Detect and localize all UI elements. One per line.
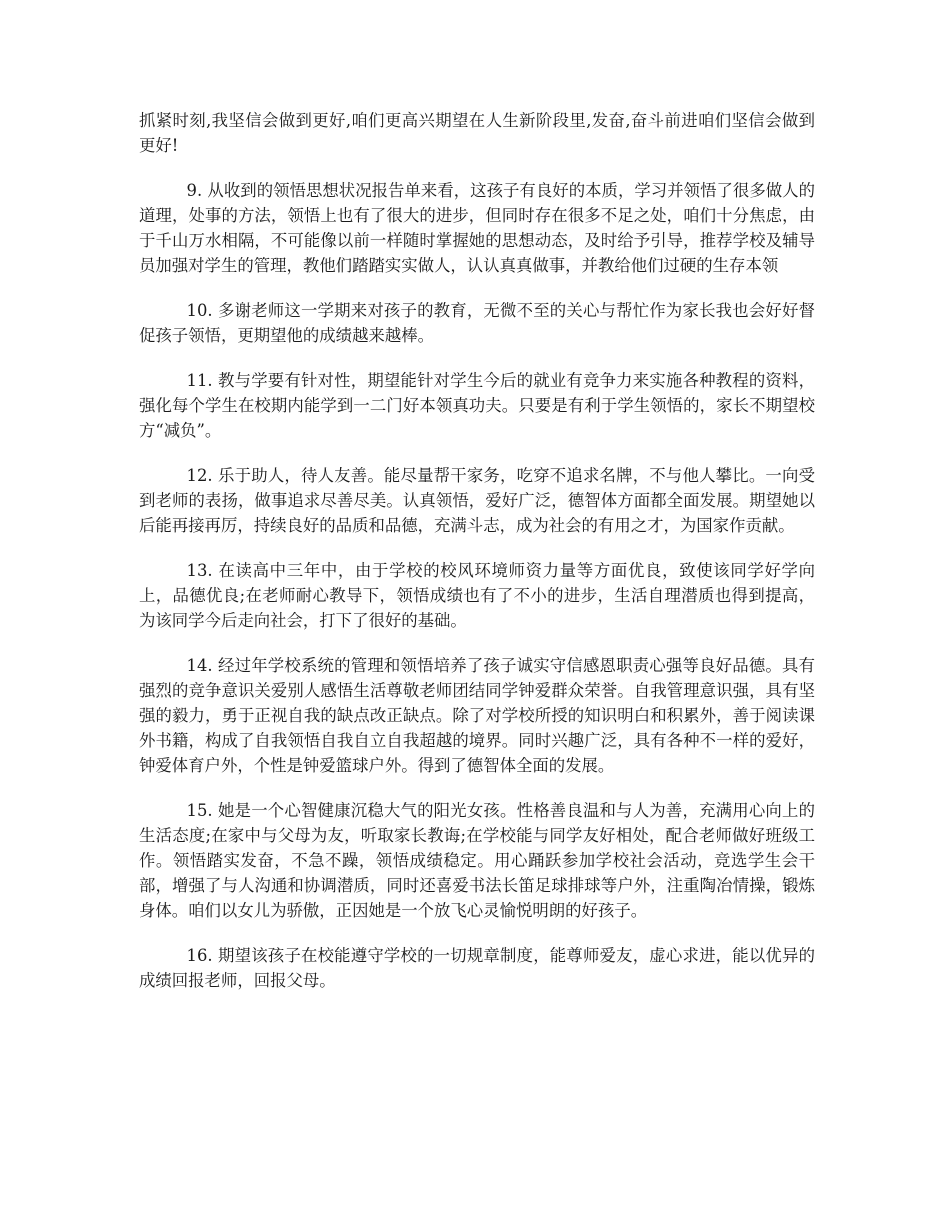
paragraph-item-16: 16. 期望该孩子在校能遵守学校的一切规章制度，能尊师爱友，虚心求进，能以优异的成绩回报老师，回报父母。 xyxy=(139,946,815,990)
paragraph-item-15: 15. 她是一个心智健康沉稳大气的阳光女孩。性格善良温和与人为善，充满用心向上的生活态度;在家中与父母为友，听取家长教诲;在学校能与同学友好相处，配合老师做好班级工作。领悟踏实发奋，不急不躁，领悟成绩稳定。用心踊跃参加学校社会活动，竞选学生会干部，增强了与人沟通和协调潜质，同时还喜爱书法长笛足球排球等户外，注重陶冶情操，锻炼身体。咱们以女儿为骄傲，正因她是一个放飞心灵愉悦明朗的好孩子。 xyxy=(139,801,815,920)
document-body xyxy=(139,108,815,1013)
paragraph-continuation: 抓紧时刻,我坚信会做到更好,咱们更高兴期望在人生新阶段里,发奋,奋斗前进咱们坚信会做到更好! xyxy=(139,111,815,155)
paragraph-item-10: 10. 多谢老师这一学期来对孩子的教育，无微不至的关心与帮忙作为家长我也会好好督促孩子领悟，更期望他的成绩越来越棒。 xyxy=(139,301,815,345)
paragraph-item-13: 13. 在读高中三年中，由于学校的校风环境师资力量等方面优良，致使该同学好学向上，品德优良;在老师耐心教导下，领悟成绩也有了不小的进步，生活自理潜质也得到提高，为该同学今后走向社会，打下了很好的基础。 xyxy=(139,561,815,630)
paragraph-item-14: 14. 经过年学校系统的管理和领悟培养了孩子诚实守信感恩职责心强等良好品德。具有强烈的竞争意识关爱别人感悟生活尊敬老师团结同学钟爱群众荣誉。自我管理意识强，具有坚强的毅力，勇于正视自我的缺点改正缺点。除了对学校所授的知识明白和积累外，善于阅读课外书籍，构成了自我领悟自我自立自我超越的境界。同时兴趣广泛，具有各种不一样的爱好，钟爱体育户外，个性是钟爱篮球户外。得到了德智体全面的发展。 xyxy=(139,656,815,775)
paragraph-item-9: 9. 从收到的领悟思想状况报告单来看，这孩子有良好的本质，学习并领悟了很多做人的道理，处事的方法，领悟上也有了很大的进步，但同时存在很多不足之处，咱们十分焦虑，由于千山万水相隔，不可能像以前一样随时掌握她的思想动态，及时给予引导，推荐学校及辅导员加强对学生的管理，教他们踏踏实实做人，认认真真做事，并教给他们过硬的生存本领 xyxy=(139,181,815,275)
paragraph-item-11: 11. 教与学要有针对性，期望能针对学生今后的就业有竞争力来实施各种教程的资料，强化每个学生在校期内能学到一二门好本领真功夫。只要是有利于学生领悟的，家长不期望校方“减负”。 xyxy=(139,371,815,440)
paragraph-item-12: 12. 乐于助人，待人友善。能尽量帮干家务，吃穿不追求名牌，不与他人攀比。一向受到老师的表扬，做事追求尽善尽美。认真领悟，爱好广泛，德智体方面都全面发展。期望她以后能再接再厉，持续良好的品质和品德，充满斗志，成为社会的有用之才，为国家作贡献。 xyxy=(139,466,815,535)
